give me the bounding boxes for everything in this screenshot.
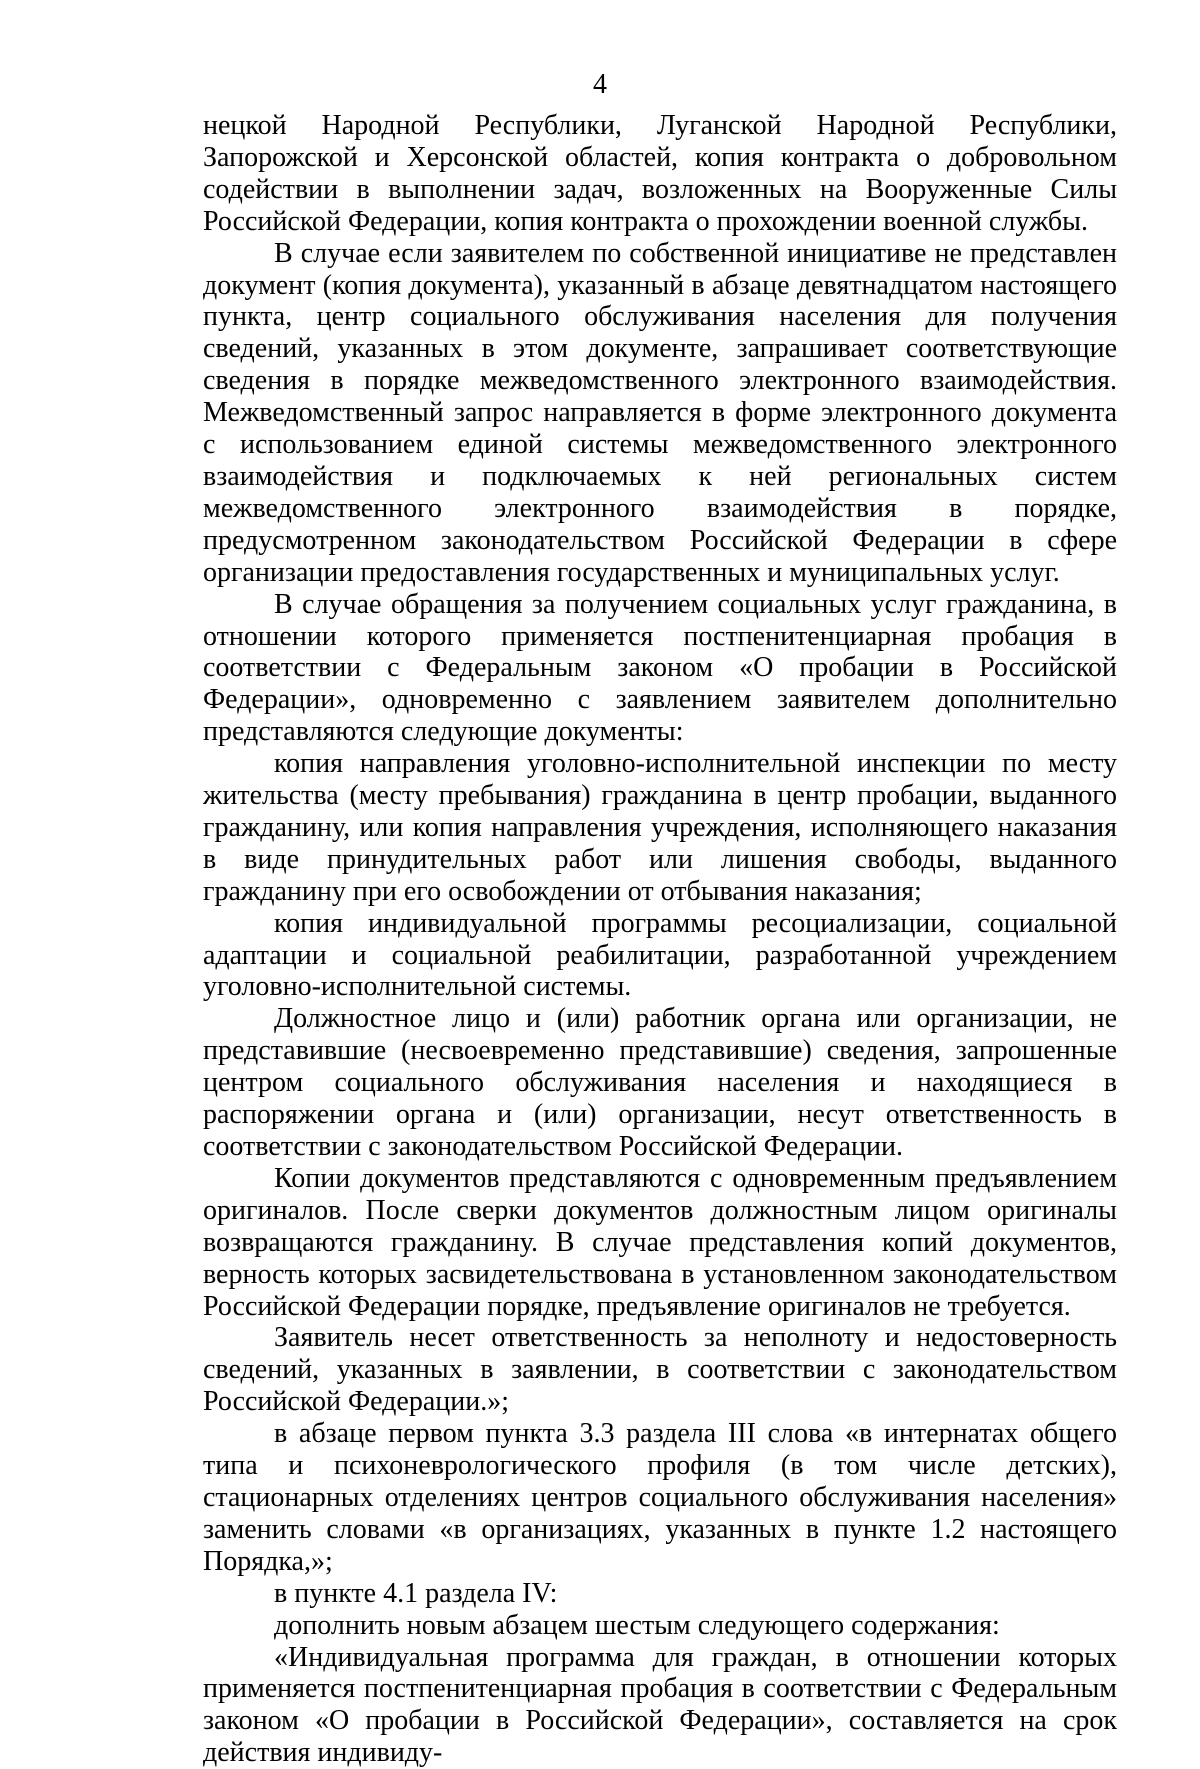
paragraph-3: В случае обращения за получением социальных услуг гражданина, в отношении которого применяется постпенитенциарная пробация в соответствии с Федеральным законом «О пробации в Российской Федерации», одновременно с заявлением заявителем дополнительно представляются следующие документы: xyxy=(203,589,1117,749)
paragraph-1: нецкой Народной Республики, Луганской Народной Республики, Запорожской и Херсонской областей, копия контракта о добровольном содействии в выполнении задач, возложенных на Вооруженные Силы Российской Федерации, копия контракта о прохождении военной службы. xyxy=(203,110,1117,238)
paragraph-12: «Индивидуальная программа для граждан, в отношении которых применяется постпенитенциарная пробация в соответствии с Федеральным законом «О пробации в Российской Федерации», составляется на срок действия индивиду- xyxy=(203,1642,1117,1769)
paragraph-10: в пункте 4.1 раздела IV: xyxy=(203,1578,1117,1610)
paragraph-5: копия индивидуальной программы ресоциализации, социальной адаптации и социальной реабилитации, разработанной учреждением уголовно-исполнительной системы. xyxy=(203,908,1117,1004)
paragraph-7: Копии документов представляются с одновременным предъявлением оригиналов. После сверки документов должностным лицом оригиналы возвращаются гражданину. В случае представления копий документов, верность которых засвидетельствована в установленном законодательством Российской Федерации порядке, предъявление оригиналов не требуется. xyxy=(203,1163,1117,1323)
paragraph-8: Заявитель несет ответственность за неполноту и недостоверность сведений, указанных в заявлении, в соответствии с законодательством Российской Федерации.»; xyxy=(203,1322,1117,1418)
paragraph-2: В случае если заявителем по собственной инициативе не представлен документ (копия документа), указанный в абзаце девятнадцатом настоящего пункта, центр социального обслуживания населения для получения сведений, указанных в этом документе, запрашивает соответствующие сведения в порядке межведомственного электронного взаимодействия. Межведомственный запрос направляется в форме электронного документа с использованием единой системы межведомственного электронного взаимодействия и подключаемых к ней региональных систем межведомственного электронного взаимодействия в порядке, предусмотренном законодательством Российской Федерации в сфере организации предоставления государственных и муниципальных услуг. xyxy=(203,238,1117,589)
paragraph-6: Должностное лицо и (или) работник органа или организации, не представившие (несвоевременно представившие) сведения, запрошенные центром социального обслуживания населения и находящиеся в распоряжении органа и (или) организации, несут ответственность в соответствии с законодательством Российской Федерации. xyxy=(203,1003,1117,1163)
page-number: 4 xyxy=(0,68,1200,102)
paragraph-9: в абзаце первом пункта 3.3 раздела III слова «в интернатах общего типа и психоневрологического профиля (в том числе детских), стационарных отделениях центров социального обслуживания населения» заменить словами «в организациях, указанных в пункте 1.2 настоящего Порядка,»; xyxy=(203,1418,1117,1578)
paragraph-4: копия направления уголовно-исполнительной инспекции по месту жительства (месту пребывания) гражданина в центр пробации, выданного гражданину, или копия направления учреждения, исполняющего наказания в виде принудительных работ или лишения свободы, выданного гражданину при его освобождении от отбывания наказания; xyxy=(203,748,1117,908)
document-body xyxy=(203,110,1117,1769)
paragraph-11: дополнить новым абзацем шестым следующего содержания: xyxy=(203,1610,1117,1642)
